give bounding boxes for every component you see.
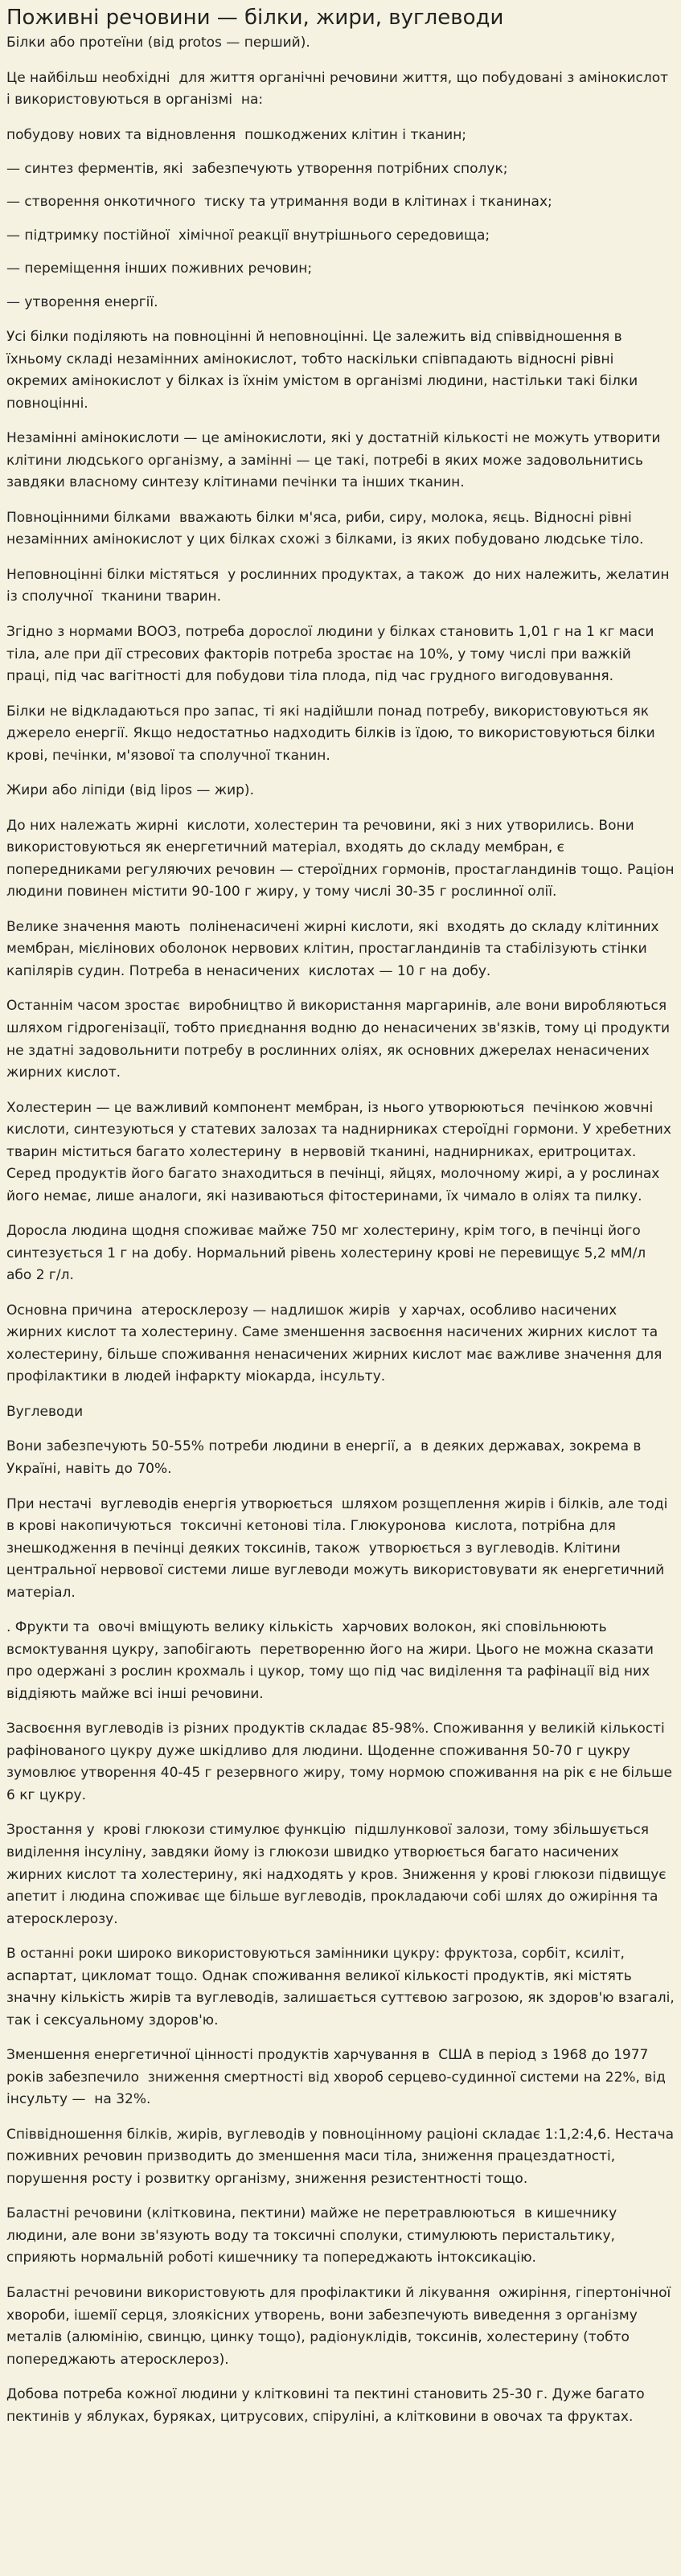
fats-subtitle: Жири або ліпіди (від lipos — жир). (6, 782, 254, 799)
protein-use-item: — переміщення інших поживних речовин; (6, 260, 313, 277)
protein-use-item: — створення онкотичного тиску та утримання води в клітинах і тканинах; (6, 194, 552, 211)
paragraph: Доросла людина щодня споживає майже 750 мг холестерину, крім того, в печінці його синтезується 1 г на добу. Нормальний рівень холестерину крові не перевищує 5,2 мМ/л або 2 г/л. (6, 1223, 650, 1284)
paragraph: Добова потреба кожної людини у клітковині та пектині становить 25-30 г. Дуже багато пектинів у яблуках, буряках, цитрусових, спіруліні, а клітковини в овочах та фруктах. (6, 2386, 650, 2425)
paragraph: Вони забезпечують 50-55% потреби людини в енергії, а в деяких державах, зокрема в Україні, навіть до 70%. (6, 1438, 646, 1478)
page-title: Поживні речовини — білки, жири, вуглеводи (6, 6, 504, 30)
protein-use-item: побудову нових та відновлення пошкоджених клітин і тканин; (6, 126, 467, 143)
paragraph: Баластні речовини (клітковина, пектини) майже не перетравлюються в кишечнику людини, але вони зв'язують воду та токсичні сполуки, стимулюють перистальтику, сприяють нормальній роботі кишечнику та попереджають інтоксикацію. (6, 2205, 622, 2266)
paragraph: Засвоєння вуглеводів із різних продуктів складає 85-98%. Споживання у великій кількості рафінованого цукру дуже шкідливо для людини. Щоденне споживання 50-70 г цукру зумовлює утворення 40-45 г резервного жиру, тому нормою споживання на рік є не більше 6 кг цукру. (6, 1721, 677, 1803)
proteins-intro: Це найбільш необхідні для життя органічні речовини життя, що побудовані з амінокислот і використовуються в організмі на: (6, 69, 677, 109)
paragraph: Баластні речовини використовують для профілактики й лікування ожиріння, гіпертонічної хвороби, ішемії серця, злоякісних утворень, вони забезпечують виведення з організму металів (алюмінію, свинцю, цинку тощо), радіонуклідів, токсинів, холестерину (тобто попереджають атеросклероз). (6, 2285, 675, 2368)
paragraph: Згідно з нормами ВООЗ, потреба дорослої людини у білках становить 1,01 г на 1 кг маси тіла, але при дії стресових факторів потреба зростає на 10%, у тому числі при важкій праці, під час вагітності для побудови тіла плода, під час грудного вигодовування. (6, 624, 658, 685)
paragraph: . Фрукти та овочі вміщують велику кількість харчових волокон, які сповільнюють всмоктування цукру, запобігають перетворенню його на жири. Цього не можна сказати про одержані з рослин крохмаль і цукор, тому що під час виділення та рафінації від них віддіяють майже всі інші речовини. (6, 1619, 658, 1702)
paragraph: Велике значення мають поліненасичені жирні кислоти, які входять до складу клітинних мембран, мієлінових оболонок нервових клітин, простагландинів та стабілізують стінки капілярів судин. Потреба в ненасичених кислотах — 10 г на добу. (6, 918, 663, 979)
paragraph: Останнім часом зростає виробництво й використання маргаринів, але вони виробляються шляхом гідрогенізації, тобто приєднання водню до ненасичених зв'язків, тому ці продукти не здатні задовольнити потребу в рослинних оліях, як основних джерелах ненасичених жирних кислот. (6, 998, 675, 1081)
protein-use-item: — утворення енергії. (6, 293, 158, 310)
paragraph: Зростання у крові глюкози стимулює функцію підшлункової залози, тому збільшується виділення інсуліну, завдяки йому із глюкози швидко утворюється багато насичених жирних кислот та холестерину, які надходять у кров. Зниження у крові глюкози підвищує апетит і людина споживає ще більше вуглеводів, прокладаючи собі шлях до ожиріння та атеросклерозу. (6, 1822, 671, 1927)
paragraph: Білки не відкладаються про запас, ті які надійшли понад потребу, використовуються як джерело енергії. Якщо недостатньо надходить білків із їдою, то використовуються білки крові, печінки, м'язової та сполучної тканин. (6, 703, 660, 764)
paragraph: Холестерин — це важливий компонент мембран, із нього утворюються печінкою жовчні кислоти, синтезуються у статевих залозах та наднирниках стероїдні гормони. У хребетних тварин міститься багато холестерину в нервовій тканині, наднирниках, еритроцитах. Серед продуктів його багато знаходиться в печінці, яйцях, молочному жирі, а у рослинах його немає, лише аналоги, які називаються фітостеринами, їх чимало в оліях та пилку. (6, 1099, 680, 1204)
paragraph: Усі білки поділяють на повноцінні й неповноцінні. Це залежить від співвідношення в їхньому складі незамінних амінокислот, тобто наскільки співпадають відносні рівні окремих амінокислот у білках із їхнім умістом в організмі людини, настільки такі білки повноцінні. (6, 329, 642, 412)
paragraph: При нестачі вуглеводів енергія утворюється шляхом розщеплення жирів і білків, але тоді в крові накопичуються токсичні кетонові тіла. Глюкуронова кислота, потрібна для знешкодження в печінці деяких токсинів, також утворюється з вуглеводів. Клітини центральної нервової системи лише вуглеводи можуть використовувати як енергетичний матеріал. (6, 1495, 672, 1601)
protein-use-item: — синтез ферментів, які забезпечують утворення потрібних сполук; (6, 160, 508, 177)
paragraph: Неповноцінні білки містяться у рослинних продуктах, а також до них належить, желатин із сполучної тканини тварин. (6, 566, 674, 605)
paragraph: Співвідношення білків, жирів, вуглеводів у повноцінному раціоні складає 1:1,2:4,6. Нестача поживних речовин призводить до зменшення маси тіла, зниження працездатності, порушення росту і розвитку організму, зниження резистентності тощо. (6, 2126, 679, 2187)
paragraph: До них належать жирні кислоти, холестерин та речовини, які з них утворились. Вони використовуються як енергетичний матеріал, входять до складу мембран, є попередниками регуляючих речовин — стероїдних гормонів, простагландинів тощо. Раціон людини повинен містити 90-100 г жиру, у тому числі 30-35 г рослинної олії. (6, 817, 679, 900)
paragraph: Зменшення енергетичної цінності продуктів харчування в США в період з 1968 до 1977 років забезпечило зниження смертності від хвороб серцево-судинної системи на 22%, від інсульту — на 32%. (6, 2047, 671, 2108)
paragraph: Основна причина атеросклерозу — надлишок жирів у харчах, особливо насичених жирних кислот та холестерину. Саме зменшення засвоєння насичених жирних кислот та холестерину, більше споживання ненасичених жирних кислот має важливе значення для профілактики в людей інфаркту міокарда, інсульту. (6, 1302, 667, 1385)
protein-use-item: — підтримку постійної хімічної реакції внутрішнього середовища; (6, 227, 490, 244)
carbs-subtitle: Вуглеводи (6, 1403, 84, 1420)
paragraph: Незамінні амінокислоти — це амінокислоти, які у достатній кількості не можуть утворити клітини людського організму, а замінні — це такі, потребі в яких може задовольнитись завдяки власному синтезу клітинами печінки та інших тканин. (6, 430, 665, 491)
paragraph: Повноцінними білками вважають білки м'яса, риби, сиру, молока, яєць. Відносні рівні незамінних амінокислот у цих білках схожі з білками, із яких побудовано людське тіло. (6, 509, 644, 548)
proteins-subtitle: Білки або протеїни (від protos — перший). (6, 35, 310, 51)
paragraph: В останні роки широко використовуються замінники цукру: фруктоза, сорбіт, ксиліт, аспартат, цикломат тощо. Однак споживання великої кількості продуктів, які містять значну кількість жирів та вуглеводів, залишається суттєвою загрозою, як здоров'ю взагалі, так і сексуальному здоров'ю. (6, 1946, 679, 2028)
